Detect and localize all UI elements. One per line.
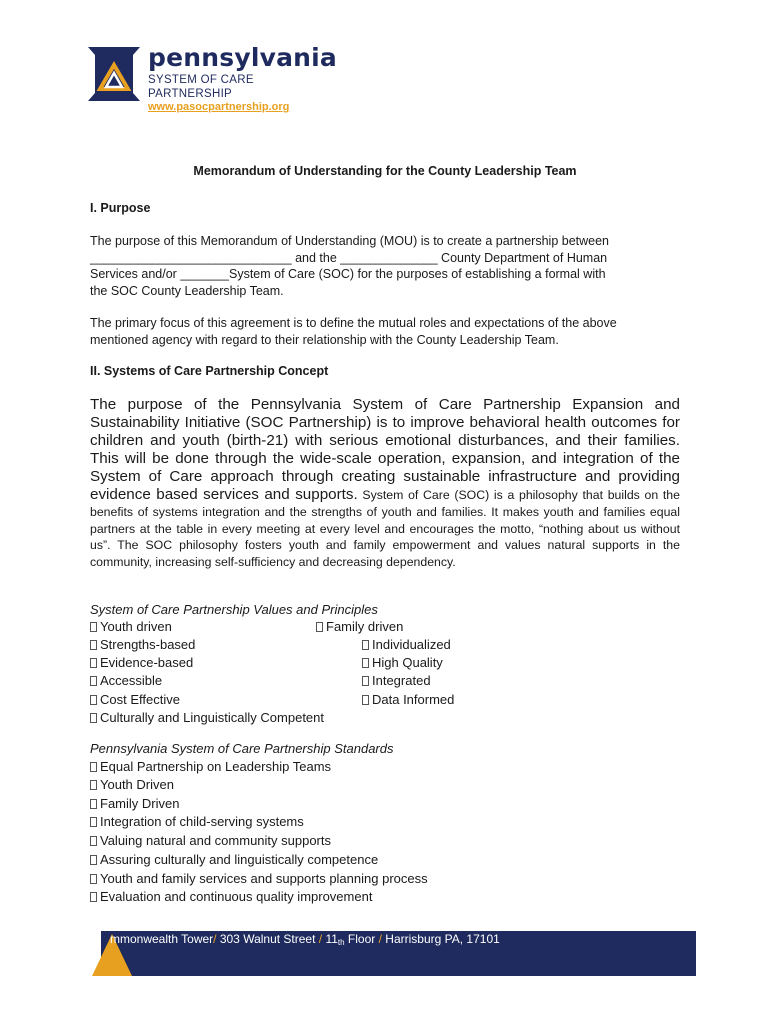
bullet-icon	[90, 799, 97, 809]
value-item: Strengths-based	[90, 637, 195, 652]
bullet-icon	[316, 622, 323, 632]
standard-item: Youth and family services and supports planning process	[90, 871, 428, 886]
standard-item: Valuing natural and community supports	[90, 833, 331, 848]
website-link[interactable]: www.pasocpartnership.org	[148, 101, 290, 113]
section-purpose-heading: I. Purpose	[90, 201, 151, 215]
value-item: Integrated	[362, 673, 431, 688]
brand-name: pennsylvania	[148, 43, 337, 72]
document-title: Memorandum of Understanding for the County Leadership Team	[193, 164, 577, 178]
bullet-icon	[362, 695, 369, 705]
section-concept-heading: II. Systems of Care Partnership Concept	[90, 364, 329, 378]
value-item: Accessible	[90, 673, 162, 688]
bullet-icon	[90, 658, 97, 668]
value-item: Individualized	[362, 637, 451, 652]
keystone-logo-icon	[88, 43, 140, 101]
values-title: System of Care Partnership Values and Principles	[90, 602, 378, 617]
focus-paragraph	[90, 315, 680, 348]
bullet-icon	[90, 874, 97, 884]
purpose-line: The purpose of this Memorandum of Understanding (MOU) is to create a partnership between	[90, 234, 610, 248]
value-item: Culturally and Linguistically Competent	[90, 710, 324, 725]
standard-item: Youth Driven	[90, 777, 174, 792]
bullet-icon	[362, 658, 369, 668]
bullet-icon	[90, 836, 97, 846]
purpose-line: _____________________________ and the ______________ County Department of Human	[90, 250, 608, 265]
bullet-icon	[90, 622, 97, 632]
standards-title: Pennsylvania System of Care Partnership Standards	[90, 741, 394, 756]
value-item: Youth driven	[90, 619, 172, 634]
standard-item: Assuring culturally and linguistically competence	[90, 852, 378, 867]
bullet-icon	[90, 762, 97, 772]
logo	[88, 43, 337, 101]
standard-item: Evaluation and continuous quality improvement	[90, 889, 372, 904]
bullet-icon	[362, 640, 369, 650]
concept-lead-text: The purpose of the Pennsylvania System of Care Partnership Expansion and Sustainability Initiative (SOC Partnership) is to improve behavioral health outcomes for children and youth (birth-21) with serious emotional disturbances, and their families. This will be done through the wide-scale operation, expansion, and integration of the System of Care approach through creating sustainable infrastructure and providing evidence based services and supports.	[90, 396, 680, 503]
bullet-icon	[90, 676, 97, 686]
focus-line: mentioned agency with regard to their relationship with the County Leadership Team.	[90, 332, 559, 347]
value-item: Evidence-based	[90, 655, 193, 670]
bullet-icon	[90, 695, 97, 705]
purpose-line: the SOC County Leadership Team.	[90, 283, 284, 298]
bullet-icon	[90, 780, 97, 790]
brand-subtitle: SYSTEM OF CARE PARTNERSHIP	[148, 74, 254, 100]
value-item: Data Informed	[362, 692, 454, 707]
standard-item: Family Driven	[90, 796, 179, 811]
concept-body-text: System of Care (SOC) is a philosophy that builds on the benefits of systems integration and the strengths of youth and families. It makes youth and families equal partners at the table in every meeting at every level and encourages the motto, “nothing about us without us”. The SOC philosophy fosters youth and family empowerment and values natural supports in the community, increasing self-sufficiency and decreasing dependency.	[90, 488, 680, 569]
standard-item: Integration of child-serving systems	[90, 814, 304, 829]
value-item: Cost Effective	[90, 692, 180, 707]
footer-address: mmonwealth Tower/ 303 Walnut Street / $11_{th}$ Floor / Harrisburg PA, 17101	[110, 932, 500, 947]
bullet-icon	[90, 640, 97, 650]
bullet-icon	[362, 676, 369, 686]
bullet-icon	[90, 855, 97, 865]
value-item: High Quality	[362, 655, 443, 670]
purpose-paragraph	[90, 233, 680, 299]
purpose-line: Services and/or _______System of Care (SOC) for the purposes of establishing a formal with	[90, 267, 606, 281]
value-item: Family driven	[316, 619, 403, 634]
focus-line: The primary focus of this agreement is to define the mutual roles and expectations of the above	[90, 316, 617, 330]
bullet-icon	[90, 892, 97, 902]
bullet-icon	[90, 713, 97, 723]
standard-item: Equal Partnership on Leadership Teams	[90, 759, 331, 774]
concept-paragraph	[90, 396, 680, 570]
bullet-icon	[90, 817, 97, 827]
